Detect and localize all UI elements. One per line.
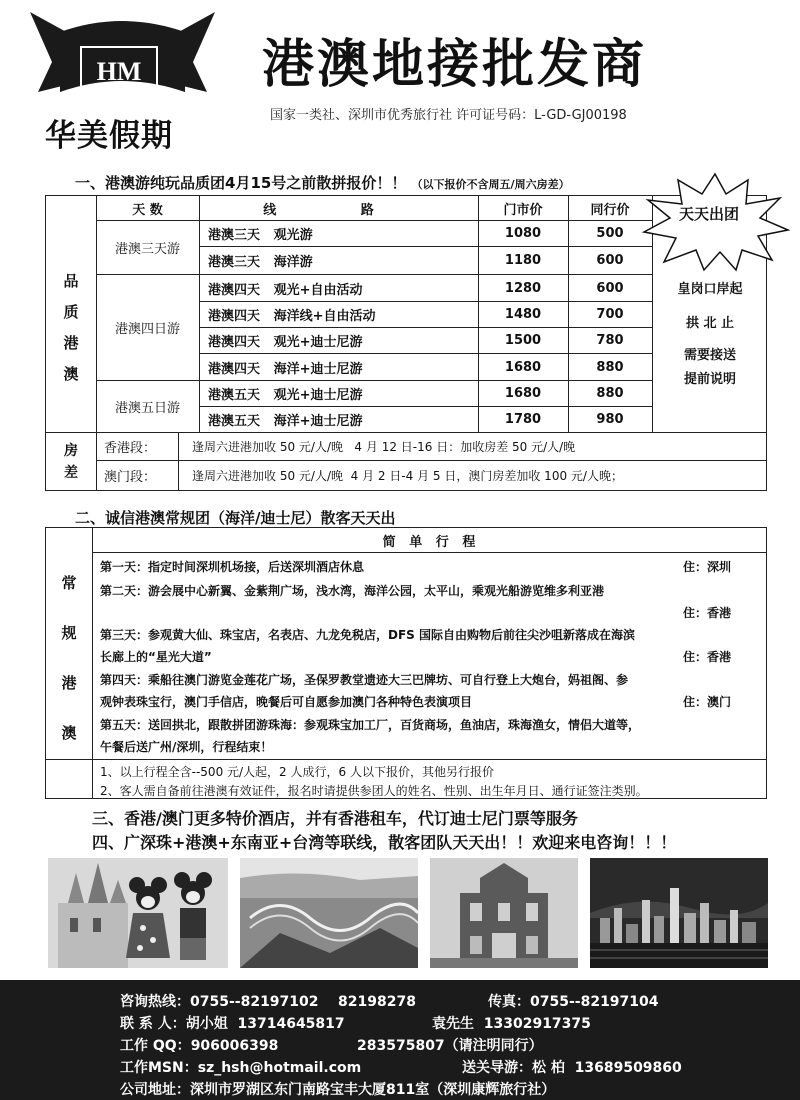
ocean-park-image <box>240 858 418 968</box>
route-6: 港澳四天 海洋+迪士尼游 <box>208 361 363 377</box>
fax-number: 0755--82197104 <box>530 994 659 1010</box>
guide-label: 送关导游： <box>462 1060 532 1076</box>
msn-label: 工作MSN： <box>120 1060 198 1076</box>
category-char: 港 <box>61 674 77 692</box>
side-note-2: 拱 北 止 <box>685 316 735 331</box>
category-char: 规 <box>61 624 77 642</box>
route-7: 港澳五天 观光+迪士尼游 <box>208 388 363 403</box>
col-route: 线 路 <box>263 202 414 218</box>
qq-1: 906006398 <box>190 1038 279 1054</box>
fax-label: 传真： <box>488 994 530 1010</box>
msn-address[interactable]: sz_hsh@hotmail.com <box>197 1060 362 1076</box>
hotline-label: 咨询热线： <box>120 994 190 1010</box>
retail-1: 1080 <box>504 226 542 241</box>
contact-row <box>120 1013 345 1033</box>
itinerary-title: 简 单 行 程 <box>382 534 476 550</box>
section3-heading: 三、香港/澳门更多特价酒店，并有香港租车，代订迪士尼门票等服务 <box>92 809 578 828</box>
qq-row <box>120 1035 278 1055</box>
col-retail: 门市价 <box>503 202 543 218</box>
trade-5: 780 <box>596 333 624 348</box>
itinerary-category <box>46 558 92 758</box>
route-4: 港澳四天 海洋线+自由活动 <box>208 309 376 324</box>
trade-2: 600 <box>596 253 624 268</box>
day1-line1: 第一天：指定时间深圳机场接，后送深圳酒店休息 <box>100 560 365 574</box>
section1-title: 一、港澳游纯玩品质团4月15号之前散拼报价！！ <box>75 174 407 192</box>
col-days: 天 数 <box>132 202 163 218</box>
guide-contact: 松 柏 13689509860 <box>532 1060 682 1076</box>
day4-line1: 第四天：乘船往澳门游览金莲花广场，圣保罗教堂遗迹大三巴牌坊、可自行登上大炮台，妈祖阁、参 <box>100 673 629 687</box>
day4-line2: 观钟表珠宝行，澳门手信店，晚餐后可自愿参加澳门各种特色表演项目 <box>100 695 473 709</box>
surcharge-char: 房 <box>64 443 78 459</box>
surcharge-mo-text: 逢周六进港加收 50 元/人/晚 4 月 2 日-4 月 5 日，澳门房差加收 100 元/人晚； <box>192 469 623 483</box>
surcharge-hk-text: 逢周六进港加收 50 元/人/晚 4 月 12 日-16 日：加收房差 50 元/人/晚 <box>192 440 576 454</box>
surcharge-mo-label: 澳门段： <box>104 470 157 485</box>
address-label: 公司地址： <box>120 1082 190 1098</box>
trade-6: 880 <box>596 359 624 375</box>
side-note-3: 需要接送 <box>683 348 736 363</box>
retail-5: 1500 <box>504 333 542 348</box>
retail-7: 1680 <box>504 386 542 401</box>
surcharge-label <box>46 434 96 490</box>
page-title: 港澳地接批发商 <box>262 35 648 95</box>
category-char: 品 <box>63 272 79 290</box>
trade-8: 980 <box>596 412 624 427</box>
group-3day: 港澳三天游 <box>114 241 180 257</box>
side-note-1: 皇岗口岸起 <box>677 282 743 297</box>
contact-footer <box>0 980 800 1100</box>
category-char: 港 <box>63 334 79 352</box>
day4-stay: 住：澳门 <box>683 695 732 709</box>
day2-stay: 住：香港 <box>683 606 732 620</box>
trade-1: 500 <box>596 226 624 241</box>
burst-label: 天天出团 <box>678 205 739 223</box>
category-label <box>46 258 96 398</box>
contact-1: 胡小姐 13714645817 <box>185 1016 345 1032</box>
section2-heading: 二、诚信港澳常规团（海洋/迪士尼）散客天天出 <box>75 509 396 527</box>
day1-stay: 住：深圳 <box>683 560 732 574</box>
trade-7: 880 <box>596 386 624 401</box>
route-3: 港澳四天 观光+自由活动 <box>208 282 363 298</box>
fax-row <box>488 991 659 1011</box>
category-char: 常 <box>61 574 77 592</box>
side-note-4: 提前说明 <box>683 372 736 387</box>
category-char: 澳 <box>61 724 77 742</box>
route-5: 港澳四天 观光+迪士尼游 <box>208 335 363 350</box>
day3-line2: 长廊上的“星光大道” <box>100 650 212 664</box>
surcharge-hk-label: 香港段： <box>104 441 157 456</box>
day5-line1: 第五天：送回拱北，跟散拼团游珠海：参观珠宝加工厂，百货商场，鱼油店，珠海渔女，情侣大道等， <box>100 718 641 732</box>
trade-3: 600 <box>596 280 624 296</box>
qq-2: 283575807（请注明同行） <box>357 1038 543 1054</box>
group-4day: 港澳四日游 <box>114 321 180 337</box>
route-2: 港澳三天 海洋游 <box>208 255 313 270</box>
brand-name: 华美假期 <box>45 118 173 154</box>
price-note: （以下报价不含周五/周六房差） <box>411 178 570 191</box>
retail-8: 1780 <box>504 412 542 427</box>
retail-4: 1480 <box>504 307 542 322</box>
surcharge-char: 差 <box>64 465 78 481</box>
section4-heading: 四、广深珠+港澳+东南亚+台湾等联线，散客团队天天出！！欢迎来电咨询！！！ <box>92 833 677 852</box>
hotline-number: 0755--82197102 82198278 <box>190 994 416 1010</box>
day5-line2: 午餐后送广州/深圳，行程结束！ <box>100 740 273 754</box>
msn-row <box>120 1057 361 1077</box>
photo-strip <box>48 858 768 968</box>
hotline-row <box>120 991 416 1011</box>
day3-line1: 第三天：参观黄大仙、珠宝店，名表店、九龙免税店，DFS 国际自由购物后前往尖沙咀新落成在海滨 <box>100 628 635 642</box>
st-pauls-ruins-image <box>430 858 578 968</box>
address-text: 深圳市罗湖区东门南路宝丰大厦811室（深圳康辉旅行社） <box>190 1082 556 1098</box>
logo-mark: HM <box>80 46 158 98</box>
contact-2: 袁先生 13302917375 <box>432 1016 591 1032</box>
retail-2: 1180 <box>504 253 542 268</box>
qq-label: 工作 QQ： <box>120 1038 191 1054</box>
section1-heading <box>75 172 570 193</box>
guide-row <box>462 1057 682 1077</box>
day3-stay: 住：香港 <box>683 650 732 664</box>
category-char: 澳 <box>63 365 79 383</box>
col-trade: 同行价 <box>590 202 630 218</box>
route-8: 港澳五天 海洋+迪士尼游 <box>208 414 363 429</box>
license-info: 国家一类社、深圳市优秀旅行社 许可证号码：L-GD-GJ00198 <box>270 108 627 123</box>
note-2: 2、客人需自备前往港澳有效证件，报名时请提供参团人的姓名、性别、出生年月日、通行证签注类别。 <box>100 784 648 798</box>
company-logo <box>30 12 215 152</box>
group-5day: 港澳五日游 <box>114 400 180 416</box>
contact-label: 联 系 人： <box>120 1016 186 1032</box>
route-1: 港澳三天 观光游 <box>208 228 313 243</box>
retail-6: 1680 <box>504 359 542 375</box>
disney-castle-image <box>48 858 228 968</box>
trade-4: 700 <box>596 307 624 322</box>
category-char: 质 <box>63 303 79 321</box>
retail-3: 1280 <box>504 280 542 296</box>
hk-skyline-image <box>590 858 768 968</box>
day2-line1: 第二天：游会展中心新翼、金紫荆广场，浅水湾，海洋公园，太平山，乘观光船游览维多利亚港 <box>100 584 605 598</box>
address-row <box>120 1079 555 1099</box>
note-1: 1、以上行程全含--500 元/人起，2 人成行，6 人以下报价，其他另行报价 <box>100 765 494 779</box>
